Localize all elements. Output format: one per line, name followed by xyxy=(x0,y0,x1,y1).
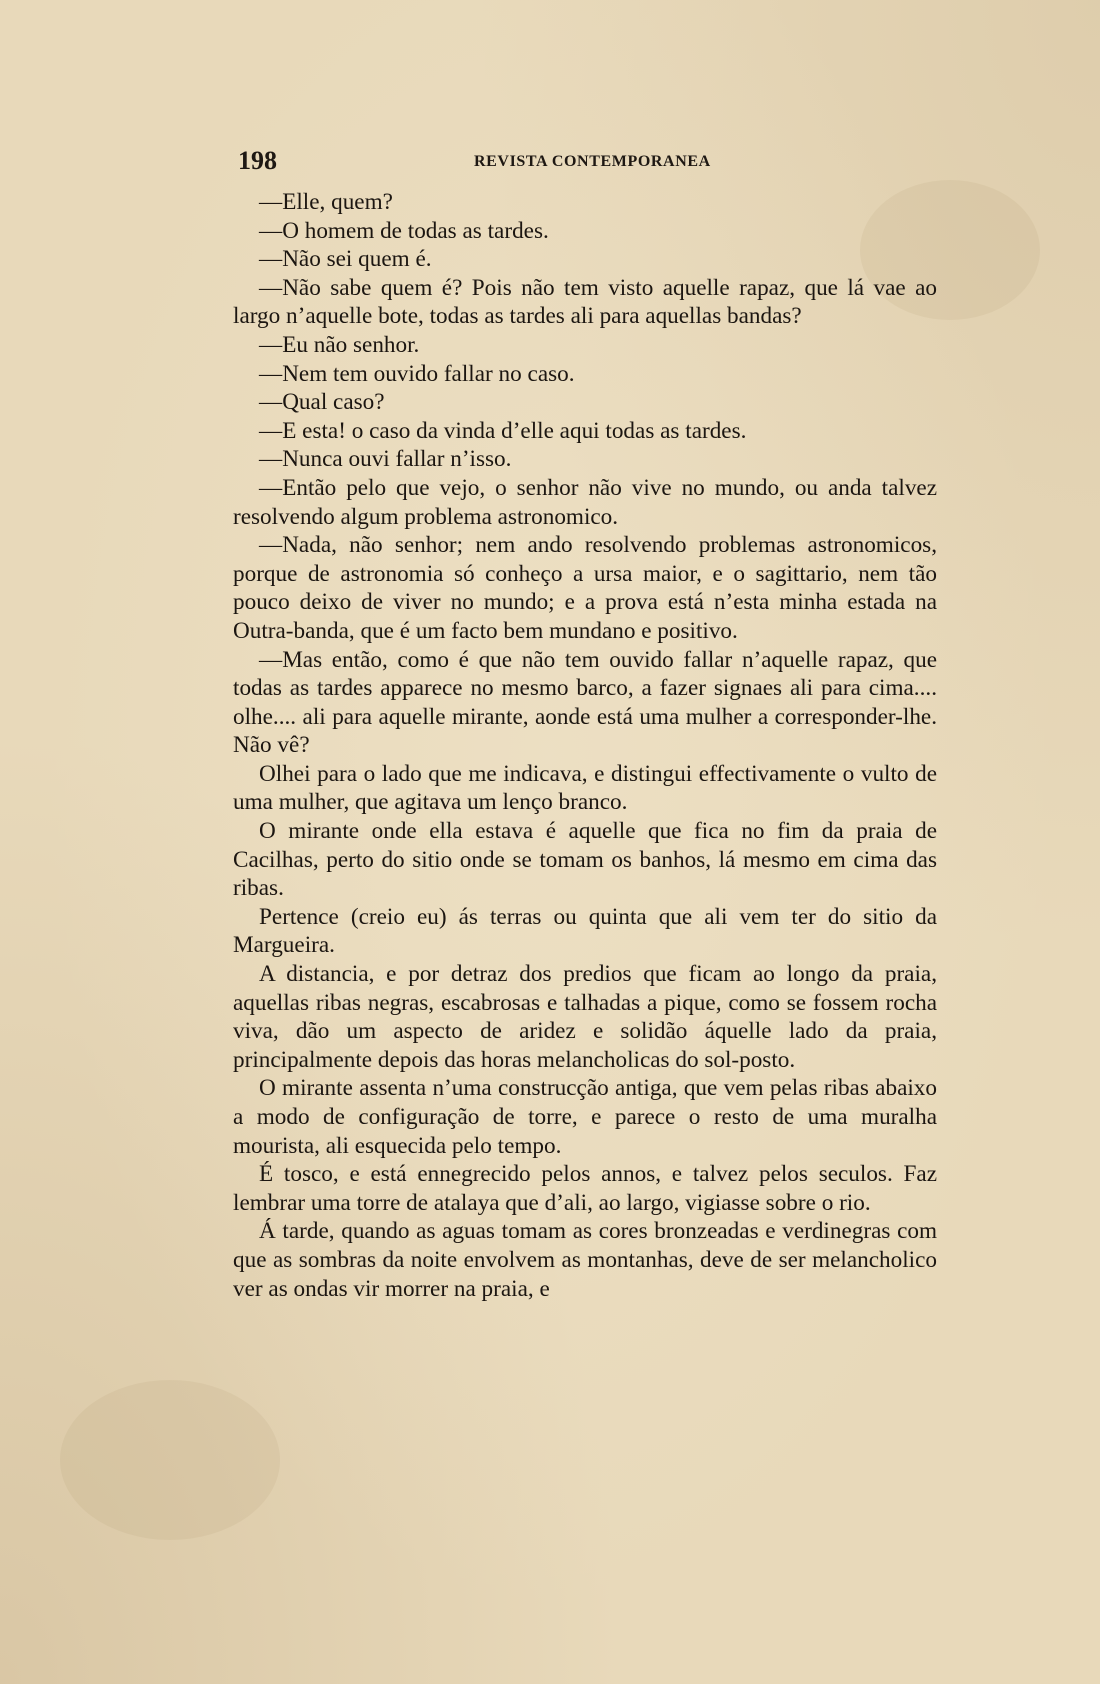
paragraph: —E esta! o caso da vinda d’elle aqui todas as tardes. xyxy=(259,417,747,444)
paper-stain xyxy=(60,1380,280,1540)
paragraph: É tosco, e está ennegrecido pelos annos, e talvez pelos seculos. Faz lembrar uma torre de atalaya que d’ali, ao largo, vigiasse sobre o rio. xyxy=(233,1161,937,1216)
paragraph: —Nem tem ouvido fallar no caso. xyxy=(259,360,575,387)
paragraph: —O homem de todas as tardes. xyxy=(259,217,549,244)
paragraph: Pertence (creio eu) ás terras ou quinta que ali vem ter do sitio da Margueira. xyxy=(233,903,937,959)
running-head xyxy=(238,140,938,180)
paragraph: —Qual caso? xyxy=(259,389,385,416)
paragraph: —Nada, não senhor; nem ando resolvendo problemas astronomicos, porque de astronomia só conheço a ursa maior, e o sagittario, nem tão pouco deixo de viver no mundo; e a prova está n’esta minha estada na Outra-banda, que é um facto bem mundano e positivo. xyxy=(233,532,937,644)
paragraph: Olhei para o lado que me indicava, e distingui effectivamente o vulto de uma mulher, que agitava um lenço branco. xyxy=(233,760,937,816)
paragraph: —Eu não senhor. xyxy=(259,331,420,358)
paragraph: —Não sei quem é. xyxy=(259,246,432,273)
paragraph: Á tarde, quando as aguas tomam as cores bronzeadas e verdinegras com que as sombras da noite envolvem as montanhas, deve de ser melancholico ver as ondas vir morrer na praia, e xyxy=(233,1218,937,1302)
page-number: 198 xyxy=(238,146,277,175)
paragraph: A distancia, e por detraz dos predios que ficam ao longo da praia, aquellas ribas negras, escabrosas e talhadas a pique, como se fossem rocha viva, dão um aspecto de aridez e solidão áquelle lado da praia, principalmente depois das horas melancholicas do sol-posto. xyxy=(233,961,937,1073)
paragraph: —Não sabe quem é? Pois não tem visto aquelle rapaz, que lá vae ao largo n’aquelle bote, todas as tardes ali para aquellas bandas? xyxy=(233,274,937,330)
paragraph: —Mas então, como é que não tem ouvido fallar n’aquelle rapaz, que todas as tardes apparece no mesmo barco, a fazer signaes ali para cima.... olhe.... ali para aquelle mirante, aonde está uma mulher a corresponder-lhe. Não vê? xyxy=(233,646,937,759)
paragraph: —Elle, quem? xyxy=(259,189,393,215)
paragraph: —Então pelo que vejo, o senhor não vive no mundo, ou anda talvez resolvendo algum problema astronomico. xyxy=(233,474,937,530)
paragraph: O mirante onde ella estava é aquelle que fica no fim da praia de Cacilhas, perto do sitio onde se tomam os banhos, lá mesmo em cima das ribas. xyxy=(233,818,937,902)
paragraph: —Nunca ouvi fallar n’isso. xyxy=(259,446,512,473)
body-text xyxy=(233,188,937,1303)
journal-title: REVISTA CONTEMPORANEA xyxy=(474,153,711,170)
paragraph: O mirante assenta n’uma construcção antiga, que vem pelas ribas abaixo a modo de configuração de torre, e parece o resto de uma muralha mourista, ali esquecida pelo tempo. xyxy=(233,1075,937,1159)
